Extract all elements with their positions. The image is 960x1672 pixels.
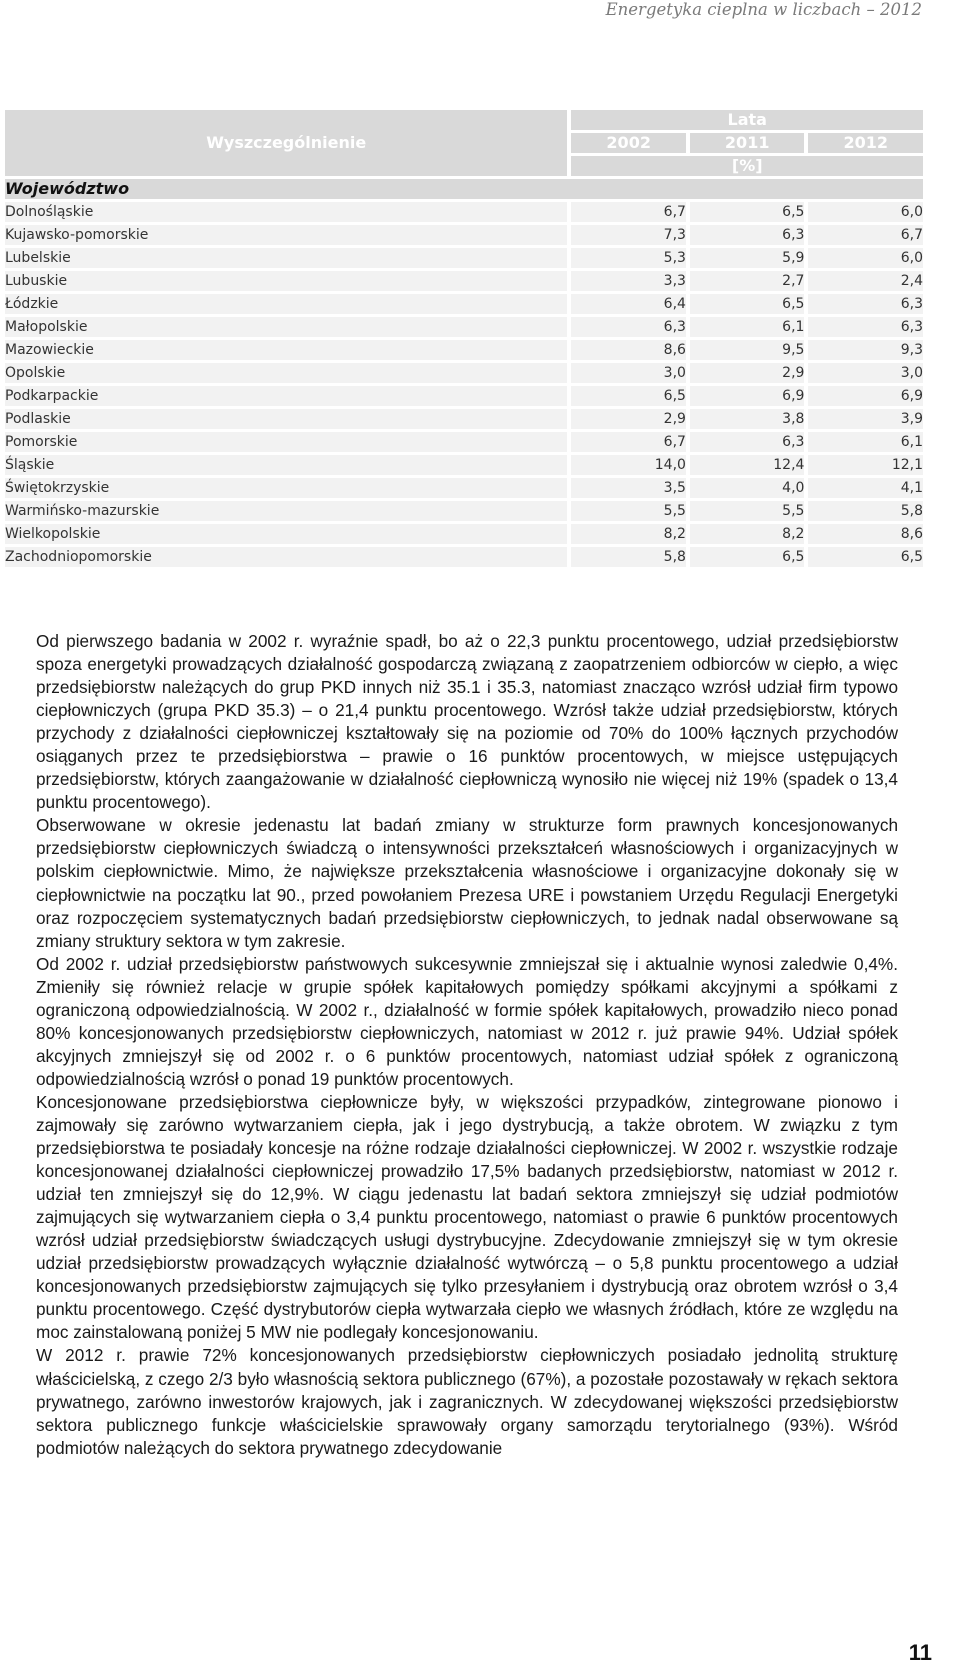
value-cell-2011: 6,3 — [690, 225, 804, 245]
value-cell-2002: 6,4 — [571, 294, 685, 314]
paragraph: Koncesjonowane przedsiębiorstwa ciepłownicze były, w większości przypadków, zintegrowane pionowo i zajmowały się zarówno wytwarzaniem ciepła, jak i jego dystrybucją, a także obrotem. W związku z tym przedsiębiorstwa te posiadały koncesje na różne rodzaje działalności ciepłowniczej. W 2002 r. wszystkie rodzaje koncesjonowanej działalności ciepłowniczej prowadziło 17,5% badanych przedsiębiorstw, natomiast w 2012 r. udział ten zmniejszył się do 12,9%. W ciągu jedenastu lat badań sektora zmniejszył się udział podmiotów zajmujących się wytwarzaniem ciepła o 3,4 punktu procentowego, natomiast o prawie 6 punktów procentowych wzrósł udział przedsiębiorstw świadczących usługi dystrybucyjne. Zdecydowanie zmniejszył się w tym okresie udział przedsiębiorstw prowadzących wyłącznie działalność wytwórczą – o 5,8 punktu procentowego a udział koncesjonowanych przedsiębiorstw zajmujących się tylko przesyłaniem i dystrybucją oraz obrotem wzrósł o 3,4 punktu procentowego. Część dystrybutorów ciepła wytwarzała ciepło we własnych źródłach, które ze względu na moc zainstalowaną poniżej 5 MW nie podlegały koncesjonowaniu. — [36, 1091, 898, 1343]
table-row — [5, 409, 923, 429]
paragraph: Od pierwszego badania w 2002 r. wyraźnie spadł, bo aż o 22,3 punktu procentowego, udział przedsiębiorstw spoza energetyki prowadzących działalność gospodarczą związaną z zaopatrzeniem odbiorców w ciepło, a więc przedsiębiorstw należących do grup PKD innych niż 35.1 i 35.3, natomiast znacząco wzrósł udział firm typowo ciepłowniczych (grupa PKD 35.3) – o 21,4 punktu procentowego. Wzrósł także udział przedsiębiorstw, których przychody z działalności ciepłowniczej kształtowały się na poziomie od 70% do 100% łącznych przychodów osiąganych przez te przedsiębiorstwa – prawie o 16 punktów procentowych, w miejsce ustępujących przedsiębiorstw, których zaangażowanie w działalność ciepłowniczą wynosiło nie więcej niż 19% (spadek o 13,4 punktu procentowego). — [36, 631, 898, 813]
region-name: Mazowieckie — [5, 340, 567, 360]
value-cell-2002: 6,7 — [571, 432, 685, 452]
value-cell-2011: 6,5 — [690, 547, 804, 567]
value-cell-2011: 8,2 — [690, 524, 804, 544]
value-cell-2012: 2,4 — [808, 271, 923, 291]
value-cell-2002: 3,0 — [571, 363, 685, 383]
running-header: Energetyka cieplna w liczbach – 2012 — [605, 0, 922, 19]
value-cell-2011: 6,9 — [690, 386, 804, 406]
table-row — [5, 524, 923, 544]
value-cell-2012: 4,1 — [808, 478, 923, 498]
value-cell-2012: 6,9 — [808, 386, 923, 406]
year-header-2002: 2002 — [571, 133, 685, 153]
value-cell-2012: 6,7 — [808, 225, 923, 245]
value-cell-2012: 6,5 — [808, 547, 923, 567]
region-name: Łódzkie — [5, 294, 567, 314]
column-header: Wyszczególnienie — [5, 110, 567, 176]
statistics-table — [5, 107, 923, 570]
page-number: 11 — [908, 1640, 932, 1665]
value-cell-2002: 7,3 — [571, 225, 685, 245]
region-name: Lubuskie — [5, 271, 567, 291]
value-cell-2002: 8,6 — [571, 340, 685, 360]
value-cell-2011: 9,5 — [690, 340, 804, 360]
region-name: Podkarpackie — [5, 386, 567, 406]
year-header-2012: 2012 — [808, 133, 923, 153]
value-cell-2012: 9,3 — [808, 340, 923, 360]
table-row — [5, 317, 923, 337]
table-row — [5, 432, 923, 452]
table-row — [5, 202, 923, 222]
value-cell-2002: 6,3 — [571, 317, 685, 337]
value-cell-2011: 6,5 — [690, 202, 804, 222]
region-name: Zachodniopomorskie — [5, 547, 567, 567]
region-name: Warmińsko-mazurskie — [5, 501, 567, 521]
value-cell-2011: 3,8 — [690, 409, 804, 429]
value-cell-2012: 3,9 — [808, 409, 923, 429]
value-cell-2002: 3,5 — [571, 478, 685, 498]
unit-header: [%] — [571, 156, 923, 176]
table-row — [5, 271, 923, 291]
value-cell-2002: 5,5 — [571, 501, 685, 521]
year-header-2011: 2011 — [690, 133, 804, 153]
value-cell-2012: 5,8 — [808, 501, 923, 521]
paragraph: Obserwowane w okresie jedenastu lat badań zmiany w strukturze form prawnych koncesjonowanych przedsiębiorstw ciepłowniczych świadczą o intensywności przekształceń własnościowych i organizacyjnych w polskim ciepłownictwie. Mimo, że największe przekształcenia własnościowe i organizacyjne dokonały się w ciepłownictwie na początku lat 90., przed powołaniem Prezesa URE i powstaniem Urzędu Regulacji Energetyki oraz rozpoczęciem systematycznych badań przedsiębiorstw ciepłowniczych, to jednak nadal obserwowane są zmiany struktury sektora w tym zakresie. — [36, 815, 898, 951]
value-cell-2011: 6,1 — [690, 317, 804, 337]
table-row — [5, 363, 923, 383]
table-row — [5, 478, 923, 498]
value-cell-2002: 2,9 — [571, 409, 685, 429]
paragraph: Od 2002 r. udział przedsiębiorstw państwowych sukcesywnie zmniejszał się i aktualnie wynosi zaledwie 0,4%. Zmieniły się również relacje w grupie spółek kapitałowych pomiędzy spółkami akcyjnymi a spółkami z ograniczoną odpowiedzialnością. W 2002 r., działalność w formie spółek kapitałowych, prowadziło nieco ponad 80% koncesjonowanych przedsiębiorstw ciepłowniczych, natomiast w 2012 r. już prawie 94%. Udział spółek akcyjnych zmniejszył się od 2002 r. o 6 punktów procentowych, natomiast udział spółek z ograniczoną odpowiedzialnością wzrósł o ponad 19 punktów procentowych. — [36, 953, 898, 1089]
region-name: Lubelskie — [5, 248, 567, 268]
value-cell-2011: 5,5 — [690, 501, 804, 521]
value-cell-2012: 12,1 — [808, 455, 923, 475]
region-name: Wielkopolskie — [5, 524, 567, 544]
region-name: Świętokrzyskie — [5, 478, 567, 498]
region-name: Podlaskie — [5, 409, 567, 429]
value-cell-2002: 6,7 — [571, 202, 685, 222]
value-cell-2002: 6,5 — [571, 386, 685, 406]
value-cell-2002: 5,8 — [571, 547, 685, 567]
table-row — [5, 225, 923, 245]
table-row — [5, 248, 923, 268]
section-label: Województwo — [5, 179, 923, 199]
value-cell-2011: 5,9 — [690, 248, 804, 268]
table-row — [5, 501, 923, 521]
value-cell-2012: 6,3 — [808, 294, 923, 314]
table-row — [5, 386, 923, 406]
region-name: Śląskie — [5, 455, 567, 475]
region-name: Pomorskie — [5, 432, 567, 452]
value-cell-2011: 2,7 — [690, 271, 804, 291]
value-cell-2012: 6,1 — [808, 432, 923, 452]
value-cell-2012: 6,0 — [808, 202, 923, 222]
body-text — [36, 630, 898, 1460]
table-row — [5, 294, 923, 314]
region-name: Dolnośląskie — [5, 202, 567, 222]
value-cell-2012: 8,6 — [808, 524, 923, 544]
value-cell-2011: 6,3 — [690, 432, 804, 452]
region-name: Kujawsko-pomorskie — [5, 225, 567, 245]
years-header: Lata — [571, 110, 923, 130]
table-row — [5, 455, 923, 475]
table-row — [5, 547, 923, 567]
paragraph: W 2012 r. prawie 72% koncesjonowanych przedsiębiorstw ciepłowniczych posiadało jednolitą strukturę właścicielską, z czego 2/3 było własnością sektora publicznego (67%), a pozostałe pozostawały w rękach sektora prywatnego, zarówno inwestorów krajowych, jak i zagranicznych. W zdecydowanej większości przedsiębiorstw sektora publicznego funkcje właścicielskie sprawowały organy samorządu terytorialnego (93%). Wśród podmiotów należących do sektora prywatnego zdecydowanie — [36, 1345, 898, 1458]
value-cell-2002: 8,2 — [571, 524, 685, 544]
value-cell-2002: 3,3 — [571, 271, 685, 291]
value-cell-2011: 4,0 — [690, 478, 804, 498]
region-name: Opolskie — [5, 363, 567, 383]
value-cell-2002: 5,3 — [571, 248, 685, 268]
value-cell-2011: 6,5 — [690, 294, 804, 314]
value-cell-2012: 3,0 — [808, 363, 923, 383]
table-row — [5, 340, 923, 360]
value-cell-2011: 12,4 — [690, 455, 804, 475]
region-name: Małopolskie — [5, 317, 567, 337]
value-cell-2012: 6,3 — [808, 317, 923, 337]
value-cell-2011: 2,9 — [690, 363, 804, 383]
value-cell-2002: 14,0 — [571, 455, 685, 475]
value-cell-2012: 6,0 — [808, 248, 923, 268]
